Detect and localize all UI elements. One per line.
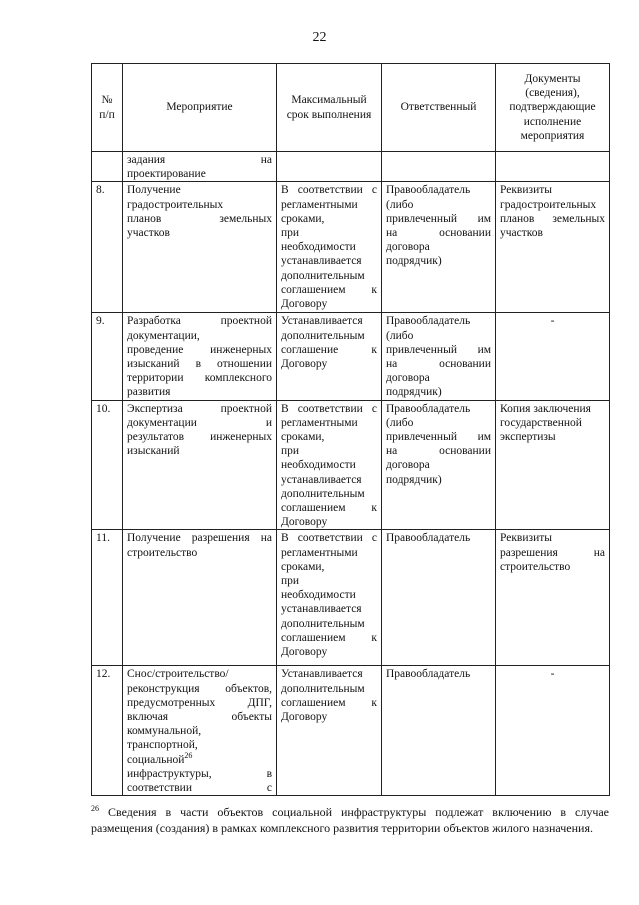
documents-line: Реквизиты	[500, 184, 552, 197]
deadline-line: сроками,	[281, 560, 325, 573]
responsible-cell	[382, 666, 496, 796]
responsible-line: договора	[386, 372, 430, 385]
deadline-line: сроками,	[281, 431, 325, 444]
deadline-line: устанавливается	[281, 473, 362, 486]
header-documents: Документы (сведения), подтверждающие исполнение мероприятия	[496, 64, 610, 152]
deadline-line: Устанавливается	[281, 315, 363, 328]
responsible-line: Правообладатель	[386, 532, 471, 545]
deadline-line: дополнительным	[281, 617, 365, 630]
header-activity: Мероприятие	[123, 64, 277, 152]
footnote-text: Сведения в части объектов социальной инфраструктуры подлежат включению в случае размещения (создания) в рамках комплексного развития территории объектов жилого назначения.	[91, 805, 610, 835]
deadline-line: Договору	[281, 516, 328, 529]
table-row	[92, 313, 610, 400]
documents-line: -	[550, 668, 555, 681]
responsible-line: подрядчик)	[386, 473, 442, 486]
activity-line: социальной$^{26}$	[127, 750, 193, 766]
activity-line: Экспертиза проектной	[127, 402, 272, 415]
deadline-cell	[277, 182, 382, 313]
activity-line: инфраструктуры, в	[127, 767, 272, 780]
continuation-num	[92, 152, 123, 182]
activity-line: изысканий	[127, 445, 180, 458]
activity-cell	[123, 666, 277, 796]
table-row	[92, 400, 610, 530]
responsible-line: привлеченный им	[386, 431, 491, 444]
activity-line: документации,	[127, 329, 200, 342]
activity-line: Разработка проектной	[127, 315, 272, 328]
row-number-cell	[92, 530, 123, 666]
activity-line: развития	[127, 386, 171, 399]
row-number-cell	[92, 666, 123, 796]
footnote-ref: 26	[184, 750, 193, 760]
header-deadline: Максимальный срок выполнения	[277, 64, 382, 152]
documents-line: градостроительных	[500, 198, 597, 211]
deadline-line: регламентными	[281, 416, 358, 429]
responsible-line: подрядчик)	[386, 386, 442, 399]
continuation-documents	[496, 152, 610, 182]
activity-line: коммунальной,	[127, 725, 202, 738]
documents-line: Копия заключения	[500, 402, 591, 415]
activity-line: включая объекты	[127, 711, 272, 724]
deadline-line: при	[281, 445, 300, 458]
deadline-line: соглашением к	[281, 502, 377, 515]
continuation-responsible	[382, 152, 496, 182]
documents-cell	[496, 530, 610, 666]
table-row	[92, 666, 610, 796]
responsible-line: привлеченный им	[386, 212, 491, 225]
activity-line: территории комплексного	[127, 372, 272, 385]
deadline-line: дополнительным	[281, 269, 365, 282]
activity-cell	[123, 313, 277, 400]
deadline-cell	[277, 313, 382, 400]
deadline-line: Договору	[281, 358, 328, 371]
footnote-marker: 26	[91, 804, 99, 813]
activity-cell	[123, 530, 277, 666]
responsible-line: Правообладатель	[386, 315, 471, 328]
row-number: 9.	[96, 315, 105, 328]
table-row	[92, 182, 610, 313]
deadline-line: В соответствии с	[281, 184, 377, 197]
deadline-line: сроками,	[281, 212, 325, 225]
deadline-line: соглашением к	[281, 696, 377, 709]
activity-line: строительство	[127, 546, 198, 559]
documents-cell	[496, 182, 610, 313]
responsible-line: договора	[386, 241, 430, 254]
continuation-word-left: задания	[127, 154, 166, 166]
activity-line: предусмотренных ДПГ,	[127, 696, 272, 709]
deadline-line: необходимости	[281, 589, 356, 602]
deadline-line: устанавливается	[281, 255, 362, 268]
documents-cell	[496, 313, 610, 400]
continuation-row	[92, 152, 610, 182]
activity-line: участков	[127, 227, 170, 240]
activity-line: Получение	[127, 184, 181, 197]
deadline-line: необходимости	[281, 459, 356, 472]
deadline-line: регламентными	[281, 546, 358, 559]
deadline-line: при	[281, 227, 300, 240]
responsible-line: на основании	[386, 445, 491, 458]
header-row	[92, 64, 610, 152]
activity-line: изысканий в отношении	[127, 358, 272, 371]
row-number-cell	[92, 400, 123, 530]
deadline-line: В соответствии с	[281, 532, 377, 545]
page-number: 22	[312, 30, 327, 45]
activity-line: соответствии с	[127, 782, 272, 795]
documents-line: государственной	[500, 416, 582, 429]
activity-line: проведение инженерных	[127, 343, 272, 356]
responsible-cell	[382, 400, 496, 530]
footnote	[91, 804, 609, 836]
row-number: 8.	[96, 184, 105, 197]
deadline-line: дополнительным	[281, 329, 365, 342]
documents-line: экспертизы	[500, 431, 556, 444]
documents-line: разрешения на	[500, 546, 605, 559]
deadline-line: Договору	[281, 298, 328, 311]
deadline-line: устанавливается	[281, 603, 362, 616]
responsible-line: (либо	[386, 198, 414, 211]
deadline-line: соглашением к	[281, 283, 377, 296]
header-responsible: Ответственный	[382, 64, 496, 152]
continuation-activity	[123, 152, 277, 182]
responsible-line: Правообладатель	[386, 184, 471, 197]
responsible-line: на основании	[386, 358, 491, 371]
activity-line: реконструкция объектов,	[127, 682, 272, 695]
responsible-cell	[382, 182, 496, 313]
deadline-line: регламентными	[281, 198, 358, 211]
continuation-deadline	[277, 152, 382, 182]
responsible-line: (либо	[386, 416, 414, 429]
activity-line: планов земельных	[127, 212, 272, 225]
deadline-line: необходимости	[281, 241, 356, 254]
activity-line: документации и	[127, 416, 272, 429]
deadline-line: дополнительным	[281, 487, 365, 500]
activity-line: градостроительных	[127, 198, 224, 211]
row-number-cell	[92, 313, 123, 400]
responsible-line: договора	[386, 459, 430, 472]
row-number: 10.	[96, 402, 111, 415]
deadline-cell	[277, 400, 382, 530]
responsible-line: (либо	[386, 329, 414, 342]
deadline-line: Договору	[281, 646, 328, 659]
responsible-line: подрядчик)	[386, 255, 442, 268]
deadline-line: В соответствии с	[281, 402, 377, 415]
deadline-line: Договору	[281, 711, 328, 724]
measures-table	[91, 63, 610, 796]
deadline-cell	[277, 530, 382, 666]
documents-cell	[496, 400, 610, 530]
responsible-cell	[382, 530, 496, 666]
activity-line: результатов инженерных	[127, 431, 272, 444]
documents-line: Реквизиты	[500, 532, 552, 545]
responsible-line: Правообладатель	[386, 402, 471, 415]
deadline-line: соглашением к	[281, 631, 377, 644]
responsible-line: привлеченный им	[386, 343, 491, 356]
responsible-cell	[382, 313, 496, 400]
documents-line: строительство	[500, 560, 571, 573]
documents-cell	[496, 666, 610, 796]
deadline-line: дополнительным	[281, 682, 365, 695]
documents-line: -	[550, 315, 555, 328]
activity-line: Получение разрешения на	[127, 532, 272, 545]
row-number: 12.	[96, 668, 111, 681]
header-num: № п/п	[92, 64, 123, 152]
responsible-line: Правообладатель	[386, 668, 471, 681]
deadline-line: Устанавливается	[281, 668, 363, 681]
table-row	[92, 530, 610, 666]
footnote-rule	[91, 795, 231, 796]
deadline-cell	[277, 666, 382, 796]
continuation-word-line2: проектирование	[127, 168, 206, 181]
activity-cell	[123, 400, 277, 530]
documents-line: участков	[500, 227, 543, 240]
responsible-line: на основании	[386, 227, 491, 240]
row-number: 11.	[96, 532, 110, 545]
activity-cell	[123, 182, 277, 313]
documents-line: планов земельных	[500, 212, 605, 225]
row-number-cell	[92, 182, 123, 313]
activity-line: Снос/строительство/	[127, 668, 229, 681]
deadline-line: при	[281, 575, 300, 588]
activity-line: транспортной,	[127, 739, 198, 752]
deadline-line: соглашение к	[281, 343, 377, 356]
continuation-word-right: на	[260, 154, 272, 166]
